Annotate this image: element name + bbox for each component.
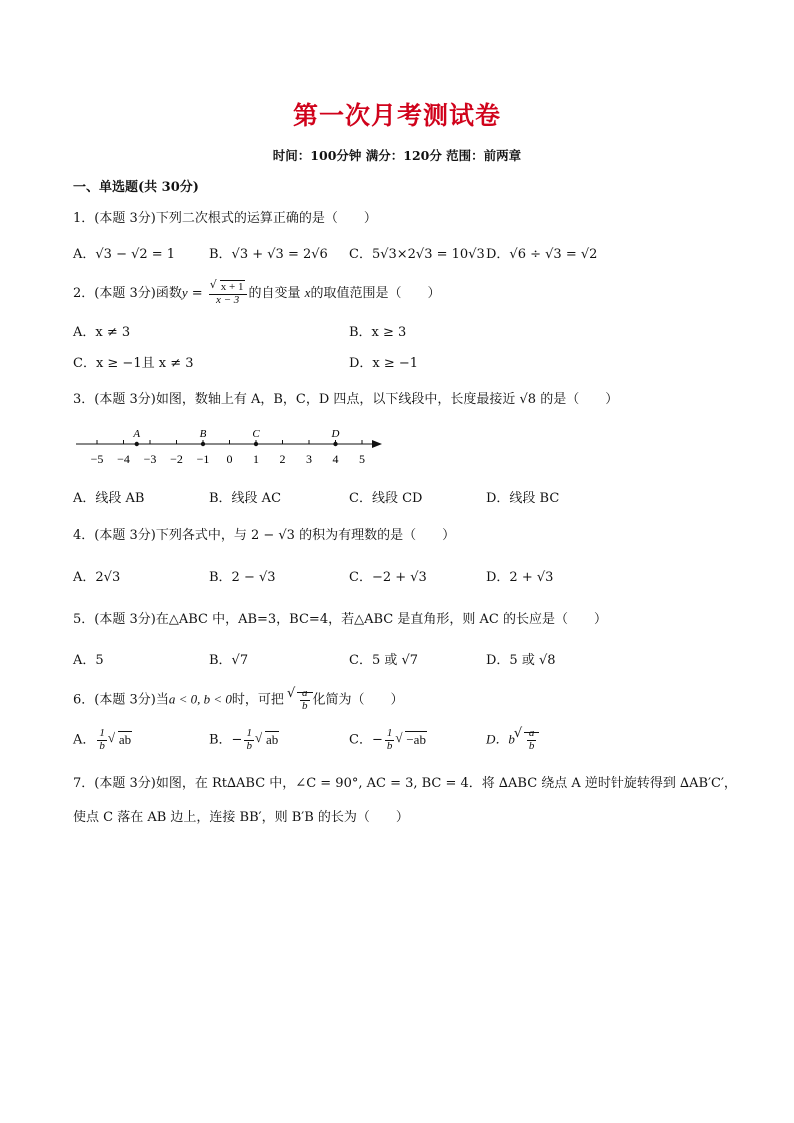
question-2-stem-part3: 的取值范围是（ ） — [310, 286, 441, 302]
number-line-point-label: A — [133, 428, 141, 440]
question-3-stem: 3．(本题 3分)如图，数轴上有 A，B，C，D 四点，以下线段中，长度最接近 √8 的是（ ） — [73, 392, 619, 407]
number-line-point-A — [135, 442, 139, 446]
question-6-option-d[interactable]: D．b √ $\frac{a}{b}$ — [486, 728, 539, 752]
number-line-arrow — [372, 440, 382, 448]
number-line-point-label: C — [252, 428, 260, 440]
question-2-stem-part2: 的自变量 — [248, 286, 301, 302]
exam-meta: 时间：100分钟 满分：120分 范围：前两章 — [272, 148, 522, 163]
number-line-tick-label: −2 — [170, 452, 183, 466]
question-5-option-d[interactable]: D．5 或 √8 — [486, 653, 556, 668]
question-2-stem: 2．(本题 3分)函数y = √ $\frac{x + 1}{x - 3}$ 的自变量 x的取值范围是（ ） — [73, 281, 440, 306]
question-1-option-b[interactable]: B．√3 + √3 = 2√6 — [209, 247, 328, 262]
question-4-option-a[interactable]: A．2√3 — [73, 570, 121, 585]
number-line-tick-label: 3 — [306, 452, 312, 466]
question-6-option-b[interactable]: B．− $\frac{1}{b}$ √ ab — [209, 728, 279, 752]
question-7-stem-line2: 使点 C 落在 AB 边上，连接 BB′，则 B′B 的长为（ ） — [73, 810, 409, 825]
question-2-function-fraction: √ $\frac{x + 1}{x - 3}$ — [209, 281, 247, 306]
number-line-point-D — [333, 442, 337, 446]
number-line-tick-label: −4 — [117, 452, 130, 466]
number-line-tick-label: 1 — [253, 452, 259, 466]
question-3-option-d[interactable]: D．线段 BC — [486, 491, 560, 506]
number-line-tick-label: −1 — [196, 452, 210, 466]
question-5-option-a[interactable]: A．5 — [73, 653, 104, 668]
number-line-tick-label: 5 — [359, 452, 365, 466]
question-6-stem-part3: 化简为（ ） — [312, 692, 404, 708]
question-6-stem-part2: 时，可把 — [231, 692, 284, 708]
question-1-stem: 1．(本题 3分)下列二次根式的运算正确的是（ ） — [73, 211, 377, 226]
question-5-stem: 5．(本题 3分)在△ABC 中，AB=3，BC=4，若△ABC 是直角形，则 AC 的长应是（ ） — [73, 612, 607, 627]
question-4-option-c[interactable]: C．−2 + √3 — [349, 570, 427, 585]
question-4-option-d[interactable]: D．2 + √3 — [486, 570, 554, 585]
number-line-point-label: B — [199, 428, 207, 440]
question-2-option-a[interactable]: A．x ≠ 3 — [73, 325, 131, 340]
question-3-option-c[interactable]: C．线段 CD — [349, 491, 423, 506]
number-line-point-label: D — [331, 428, 340, 440]
question-5-option-c[interactable]: C．5 或 √7 — [349, 653, 419, 668]
question-6-radical: √ $\frac{a}{b}$ — [288, 688, 313, 712]
section-heading: 一、单选题(共 30分) — [73, 180, 199, 195]
question-3-option-b[interactable]: B．线段 AC — [209, 491, 282, 506]
question-2-option-b[interactable]: B．x ≥ 3 — [349, 325, 407, 340]
number-line-figure — [76, 422, 386, 470]
question-6-stem — [73, 688, 404, 712]
number-line-tick-label: 2 — [279, 452, 286, 466]
question-4-option-b[interactable]: B．2 − √3 — [209, 570, 276, 585]
question-2-stem-part1: 2．(本题 3分)函数 — [73, 286, 182, 302]
question-7-stem-line1: 7．(本题 3分)如图，在 Rt∆ABC 中，∠C = 90°, AC = 3, BC = 4．将 ∆ABC 绕点 A 逆时针旋转得到 ∆AB′C′， — [73, 776, 737, 791]
question-1-option-a[interactable]: A．√3 − √2 = 1 — [73, 247, 176, 262]
number-line-point-B — [201, 442, 205, 446]
question-1-option-c[interactable]: C．5√3×2√3 = 10√3 — [349, 247, 485, 262]
number-line-tick-label: 0 — [226, 452, 233, 466]
question-2-option-c[interactable]: C．x ≥ −1且 x ≠ 3 — [73, 356, 194, 371]
question-6-option-a[interactable]: A． $\frac{1}{b}$ √ ab — [73, 728, 132, 752]
number-line-tick-label: 4 — [332, 452, 339, 466]
question-6-stem-part1: 6．(本题 3分)当 — [73, 692, 169, 708]
number-line-tick-label: −5 — [90, 452, 104, 466]
question-6-condition: a < 0, b < 0 — [168, 691, 232, 707]
number-line-point-C — [254, 442, 258, 446]
page-title: 第一次月考测试卷 — [292, 101, 501, 130]
question-3-option-a[interactable]: A．线段 AB — [73, 491, 145, 506]
question-2-option-d[interactable]: D．x ≥ −1 — [349, 356, 419, 371]
question-1-option-d[interactable]: D．√6 ÷ √3 = √2 — [486, 247, 598, 262]
question-5-option-b[interactable]: B．√7 — [209, 653, 249, 668]
number-line-tick-label: −3 — [143, 452, 157, 466]
question-4-stem: 4．(本题 3分)下列各式中，与 2 − √3 的积为有理数的是（ ） — [73, 528, 456, 543]
question-6-option-c[interactable]: C．− $\frac{1}{b}$ √ −ab — [349, 728, 427, 752]
